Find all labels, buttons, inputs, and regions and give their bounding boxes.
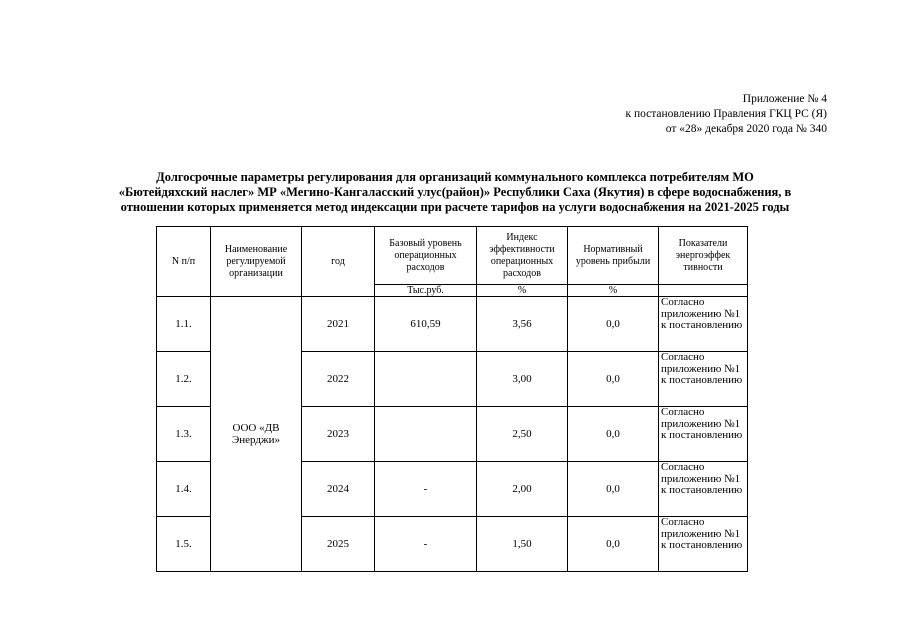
cell-energy-efficiency: Согласно приложению №1 к постановлению xyxy=(659,462,748,517)
cell-normative-profit: 0,0 xyxy=(568,407,659,462)
unit-base-level: Тыс.руб. xyxy=(375,285,477,297)
appendix-date: от «28» декабря 2020 года № 340 xyxy=(665,123,827,135)
cell-energy-efficiency: Согласно приложению №1 к постановлению xyxy=(659,517,748,572)
appendix-number: Приложение № 4 xyxy=(742,93,827,105)
appendix-reference: к постановлению Правления ГКЦ РС (Я) xyxy=(625,108,827,120)
table-header-row xyxy=(157,227,748,285)
header-energy-efficiency: Показатели энергоэффек тивности xyxy=(659,227,748,285)
header-organization: Наименование регулируемой организации xyxy=(211,227,302,297)
parameters-table xyxy=(156,226,748,572)
header-efficiency-index: Индекс эффективности операционных расходов xyxy=(477,227,568,285)
header-num: N п/п xyxy=(157,227,211,297)
cell-year: 2024 xyxy=(302,462,375,517)
cell-efficiency-index: 1,50 xyxy=(477,517,568,572)
cell-year: 2023 xyxy=(302,407,375,462)
cell-normative-profit: 0,0 xyxy=(568,517,659,572)
cell-energy-efficiency: Согласно приложению №1 к постановлению xyxy=(659,297,748,352)
cell-year: 2021 xyxy=(302,297,375,352)
cell-year: 2025 xyxy=(302,517,375,572)
cell-normative-profit: 0,0 xyxy=(568,462,659,517)
cell-efficiency-index: 2,00 xyxy=(477,462,568,517)
cell-efficiency-index: 3,56 xyxy=(477,297,568,352)
cell-energy-efficiency: Согласно приложению №1 к постановлению xyxy=(659,352,748,407)
cell-normative-profit: 0,0 xyxy=(568,297,659,352)
title-line-2: «Бютейдяхский наслег» МР «Мегино-Кангаласский улус(район)» Республики Саха (Якутия) в сфере водоснабжения, в xyxy=(118,185,792,199)
cell-num: 1.5. xyxy=(157,517,211,572)
cell-efficiency-index: 2,50 xyxy=(477,407,568,462)
cell-base-level xyxy=(375,352,477,407)
cell-num: 1.1. xyxy=(157,297,211,352)
cell-base-level: - xyxy=(375,462,477,517)
cell-base-level: - xyxy=(375,517,477,572)
title-line-3: отношении которых применяется метод индексации при расчете тарифов на услуги водоснабжения на 2021-2025 годы xyxy=(120,200,790,214)
unit-energy-efficiency xyxy=(659,285,748,297)
header-year: год xyxy=(302,227,375,297)
appendix-block xyxy=(626,92,828,137)
title-line-1: Долгосрочные параметры регулирования для организаций коммунального комплекса потребителям МО xyxy=(156,170,754,184)
cell-num: 1.3. xyxy=(157,407,211,462)
cell-efficiency-index: 3,00 xyxy=(477,352,568,407)
cell-num: 1.4. xyxy=(157,462,211,517)
table-row xyxy=(157,297,748,352)
cell-num: 1.2. xyxy=(157,352,211,407)
header-normative-profit: Нормативный уровень прибыли xyxy=(568,227,659,285)
cell-base-level: 610,59 xyxy=(375,297,477,352)
cell-energy-efficiency: Согласно приложению №1 к постановлению xyxy=(659,407,748,462)
cell-year: 2022 xyxy=(302,352,375,407)
unit-efficiency-index: % xyxy=(477,285,568,297)
document-title xyxy=(60,170,850,215)
unit-normative-profit: % xyxy=(568,285,659,297)
cell-organization: ООО «ДВ Энерджи» xyxy=(211,297,302,572)
cell-base-level xyxy=(375,407,477,462)
header-base-level: Базовый уровень операционных расходов xyxy=(375,227,477,285)
cell-normative-profit: 0,0 xyxy=(568,352,659,407)
